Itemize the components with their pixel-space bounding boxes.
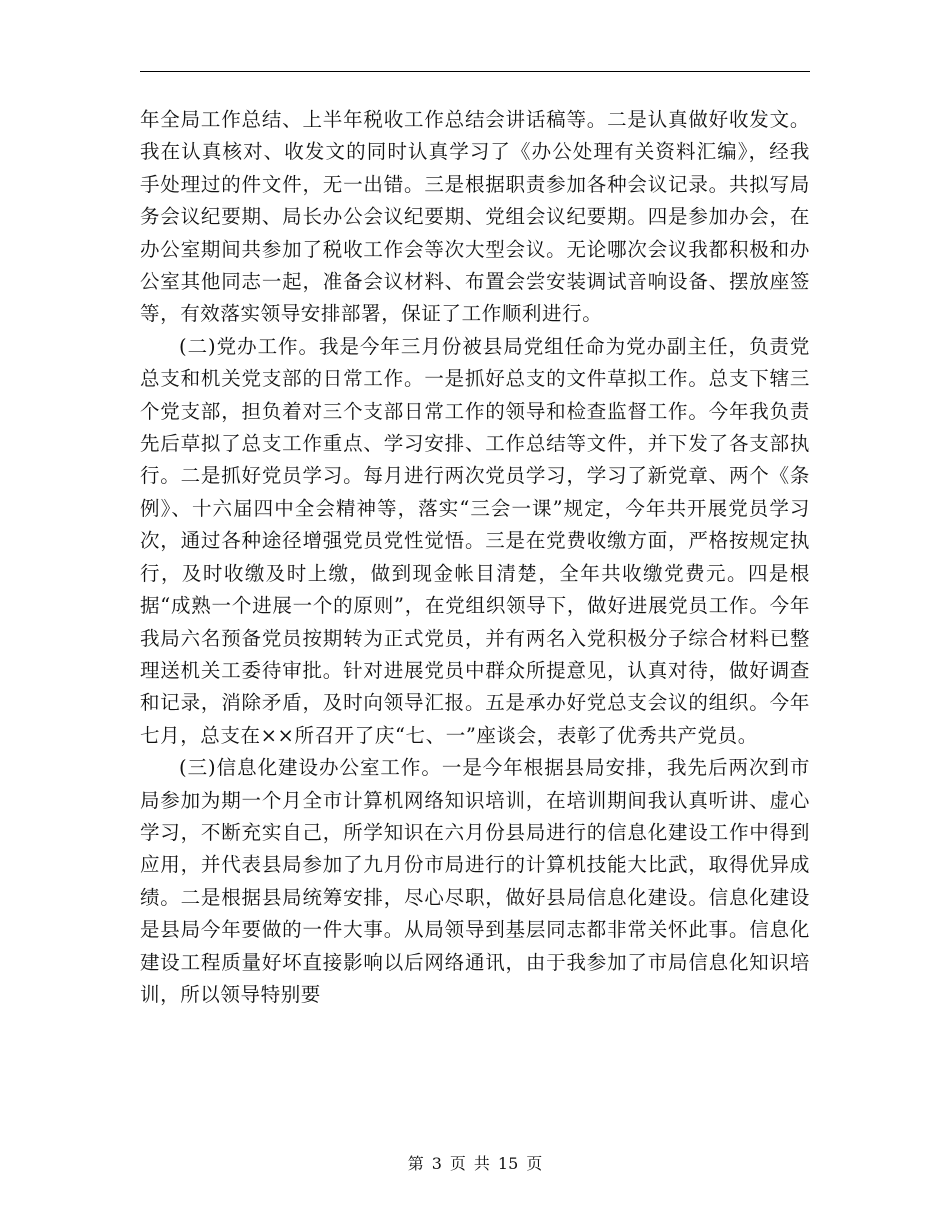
footer-page-number: 3	[431, 1154, 442, 1173]
paragraph-informatization: (三)信息化建设办公室工作。一是今年根据县局安排，我先后两次到市局参加为期一个月全市计算机网络知识培训，在培训期间我认真听讲、虚心学习，不断充实自己，所学知识在六月份县局进行的信息化建设工作中得到应用，并代表县局参加了九月份市局进行的计算机技能大比武，取得优异成绩。二是根据县局统筹安排，尽心尽职，做好县局信息化建设。信息化建设是县局今年要做的一件大事。从局领导到基层同志都非常关怀此事。信息化建设工程质量好坏直接影响以后网络通讯，由于我参加了市局信息化知识培训，所以领导特别要	[140, 756, 810, 1006]
body-text	[140, 104, 810, 1011]
paragraph-continued: 年全局工作总结、上半年税收工作总结会讲话稿等。二是认真做好收发文。我在认真核对、收发文的同时认真学习了《办公处理有关资料汇编》，经我手处理过的件文件，无一出错。三是根据职责参加各种会议记录。共拟写局务会议纪要期、局长办公会议纪要期、党组会议纪要期。四是参加办会，在办公室期间共参加了税收工作会等次大型会议。无论哪次会议我都积极和办公室其他同志一起，准备会议材料、布置会尝安装调试音响设备、摆放座签等，有效落实领导安排部署，保证了工作顺利进行。	[140, 108, 810, 326]
footer-prefix: 第	[407, 1154, 424, 1173]
page-footer	[0, 1152, 950, 1176]
paragraph-party-office: (二)党办工作。我是今年三月份被县局党组任命为党办副主任，负责党总支和机关党支部的日常工作。一是抓好总支的文件草拟工作。总支下辖三个党支部，担负着对三个支部日常工作的领导和检查监督工作。今年我负责先后草拟了总支工作重点、学习安排、工作总结等文件，并下发了各支部执行。二是抓好党员学习。每月进行两次党员学习，学习了新党章、两个《条例》、十六届四中全会精神等，落实“三会一课”规定，今年共开展党员学习次，通过各种途径增强党员党性觉悟。三是在党费收缴方面，严格按规定执行，及时收缴及时上缴，做到现金帐目清楚，全年共收缴党费元。四是根据“成熟一个进展一个的原则”，在党组织领导下，做好进展党员工作。今年我局六名预备党员按期转为正式党员，并有两名入党积极分子综合材料已整理送机关工委待审批。针对进展党员中群众所提意见，认真对待，做好调查和记录，消除矛盾，及时向领导汇报。五是承办好党总支会议的组织。今年七月，总支在××所召开了庆“七、一”座谈会，表彰了优秀共产党员。	[140, 334, 810, 747]
footer-total-prefix: 共	[473, 1154, 490, 1173]
header-rule	[140, 71, 810, 72]
footer-total-label: 页	[526, 1154, 543, 1173]
footer-page-label: 页	[449, 1154, 466, 1173]
footer-total-pages: 15	[497, 1154, 519, 1173]
